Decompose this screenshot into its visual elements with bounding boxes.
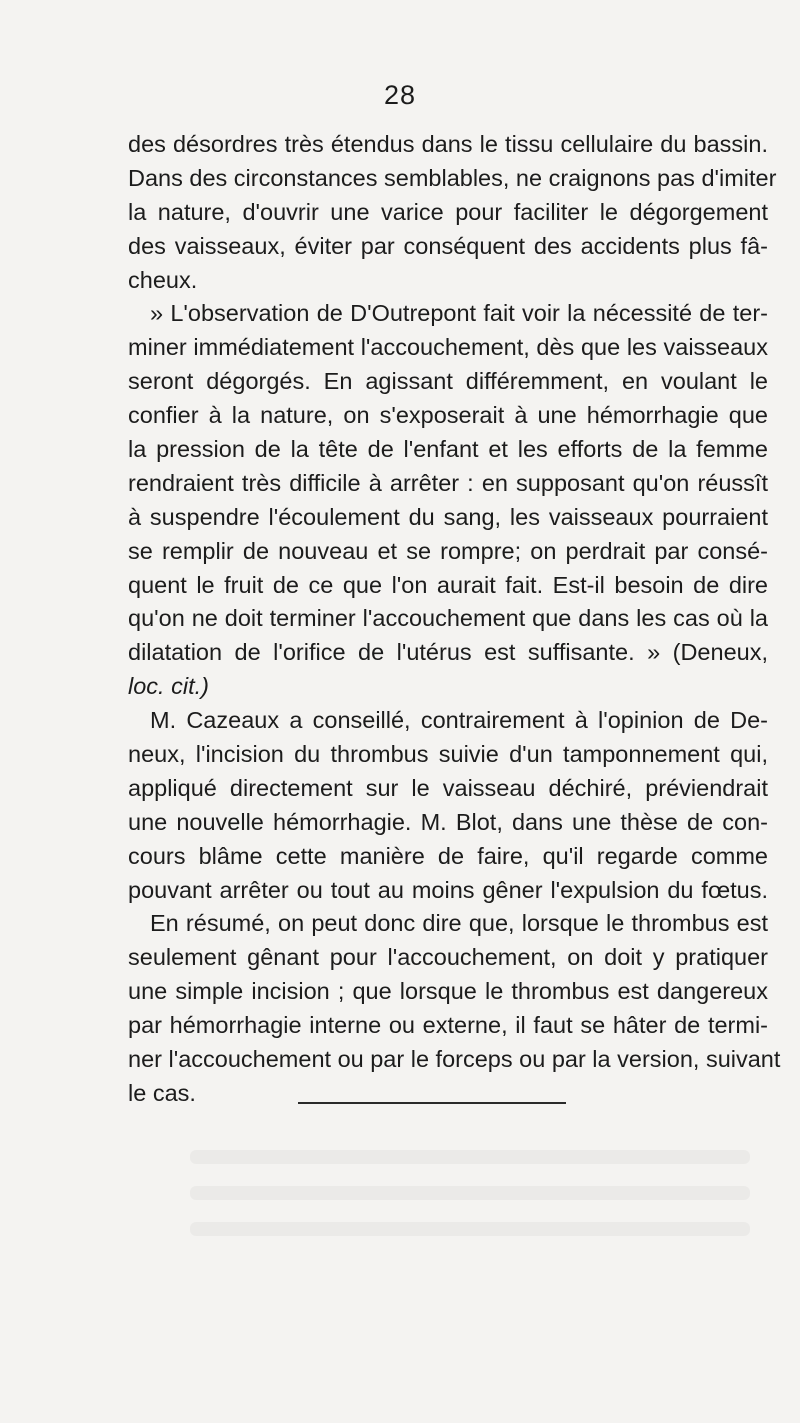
text-line: confier à la nature, on s'exposerait à une hémorrhagie que — [128, 402, 768, 429]
text-line: le cas. — [128, 1079, 196, 1106]
bleed-through — [190, 1150, 750, 1164]
text-line: Dans des circonstances semblables, ne craignons pas d'imiter — [128, 164, 777, 191]
bleed-through — [190, 1222, 750, 1236]
text-line: par hémorrhagie interne ou externe, il faut se hâter de termi- — [128, 1012, 768, 1039]
text-line: M. Cazeaux a conseillé, contrairement à l'opinion de De- — [150, 707, 768, 734]
text-line-citation — [128, 670, 768, 704]
body-text — [128, 128, 781, 1111]
text-line: neux, l'incision du thrombus suivie d'un tamponnement qui, — [128, 741, 768, 768]
text-line: une simple incision ; que lorsque le thrombus est dangereux — [128, 978, 768, 1005]
text-line: rendraient très difficile à arrêter : en supposant qu'on réussît — [128, 469, 768, 496]
text-line: » L'observation de D'Outrepont fait voir la nécessité de ter- — [150, 300, 768, 327]
text-line: dilatation de l'orifice de l'utérus est suffisante. » (Deneux, — [128, 639, 768, 666]
text-line: quent le fruit de ce que l'on aurait fait. Est-il besoin de dire — [128, 571, 768, 598]
text-line: cheux. — [128, 266, 198, 293]
text-line: seulement gênant pour l'accouchement, on doit y pratiquer — [128, 944, 768, 971]
text-line: la nature, d'ouvrir une varice pour faciliter le dégorgement — [128, 198, 768, 225]
text-line: ner l'accouchement ou par le forceps ou par la version, suivant — [128, 1046, 781, 1073]
text-line: à suspendre l'écoulement du sang, les vaisseaux pourraient — [128, 503, 768, 530]
citation-italic: loc. cit.) — [128, 673, 209, 700]
page-number: 28 — [383, 80, 417, 110]
text-line: des vaisseaux, éviter par conséquent des accidents plus fâ- — [128, 232, 768, 259]
bleed-through — [190, 1186, 750, 1200]
text-line: cours blâme cette manière de faire, qu'il regarde comme — [128, 842, 768, 869]
closing-rule — [298, 1102, 566, 1104]
text-line: qu'on ne doit terminer l'accouchement que dans les cas où la — [128, 605, 768, 632]
text-line: des désordres très étendus dans le tissu cellulaire du bassin. — [128, 131, 768, 157]
text-line: la pression de la tête de l'enfant et les efforts de la femme — [128, 436, 768, 463]
text-line: appliqué directement sur le vaisseau déchiré, préviendrait — [128, 774, 768, 801]
text-line: seront dégorgés. En agissant différemment, en voulant le — [128, 368, 768, 395]
text-line: pouvant arrêter ou tout au moins gêner l'expulsion du fœtus. — [128, 876, 768, 903]
text-line: se remplir de nouveau et se rompre; on perdrait par consé- — [128, 537, 768, 564]
text-line: En résumé, on peut donc dire que, lorsque le thrombus est — [150, 910, 768, 937]
text-line: une nouvelle hémorrhagie. M. Blot, dans une thèse de con- — [128, 808, 768, 835]
text-line: miner immédiatement l'accouchement, dès que les vaisseaux — [128, 334, 768, 361]
